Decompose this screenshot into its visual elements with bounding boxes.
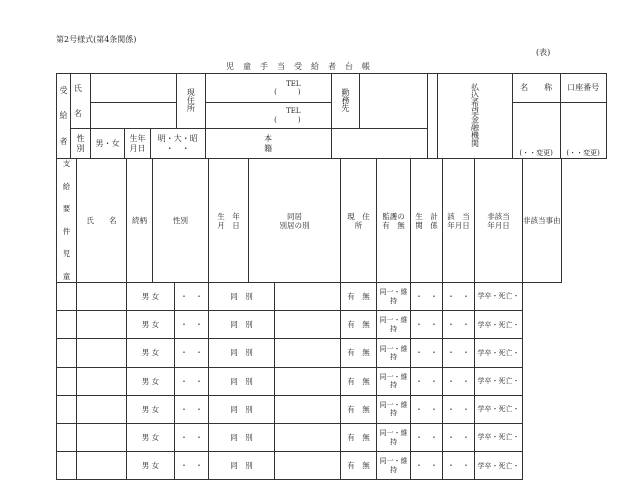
gender-label: 性別 bbox=[71, 129, 91, 159]
child-custody-cell[interactable]: 有 無 bbox=[341, 423, 377, 451]
recipient-group-label: 受 給 者 bbox=[57, 74, 71, 159]
child-reason-cell[interactable]: 学卒・死亡・ bbox=[475, 283, 523, 311]
address-tel-1[interactable]: TEL ( ) bbox=[205, 74, 331, 103]
child-livelihood-cell[interactable]: 同一・維持 bbox=[377, 283, 411, 311]
child-reason-cell[interactable]: 学卒・死亡・ bbox=[475, 311, 523, 339]
child-ineligible-cell[interactable]: ・ ・ bbox=[443, 423, 475, 451]
child-cohabit-cell[interactable]: 同 別 bbox=[209, 395, 275, 423]
col-name-header: 氏 名 bbox=[77, 159, 127, 283]
account-number-header: 口座番号 bbox=[560, 74, 606, 103]
child-relation-cell[interactable] bbox=[77, 367, 127, 395]
child-relation-cell[interactable] bbox=[77, 395, 127, 423]
page-title: 児童手当受給者台帳 bbox=[226, 62, 379, 71]
child-eligible-cell[interactable]: ・ ・ bbox=[411, 395, 443, 423]
child-cohabit-cell[interactable]: 同 別 bbox=[209, 367, 275, 395]
child-gender-cell[interactable]: 男 女 bbox=[127, 423, 175, 451]
workplace-field[interactable] bbox=[360, 74, 428, 129]
child-address-cell[interactable] bbox=[275, 339, 341, 367]
child-address-cell[interactable] bbox=[275, 395, 341, 423]
table-row bbox=[57, 339, 562, 367]
child-gender-cell[interactable]: 男 女 bbox=[127, 452, 175, 480]
workplace-label: 勤務先 bbox=[331, 74, 360, 129]
table-row bbox=[57, 367, 562, 395]
child-reason-cell[interactable]: 学卒・死亡・ bbox=[475, 452, 523, 480]
table-row bbox=[57, 423, 562, 451]
child-name-cell[interactable] bbox=[57, 395, 77, 423]
child-relation-cell[interactable] bbox=[77, 452, 127, 480]
birth-date-field[interactable]: 明・大・昭 ・ ・ bbox=[151, 129, 206, 159]
table-row bbox=[57, 395, 562, 423]
domicile-field[interactable] bbox=[331, 129, 438, 159]
child-custody-cell[interactable]: 有 無 bbox=[341, 311, 377, 339]
child-name-cell[interactable] bbox=[57, 423, 77, 451]
child-reason-cell[interactable]: 学卒・死亡・ bbox=[475, 395, 523, 423]
form-number-label: 第2号様式(第4条関係) bbox=[56, 35, 137, 44]
name-label: 氏 名 bbox=[71, 74, 91, 129]
child-ineligible-cell[interactable]: ・ ・ bbox=[443, 339, 475, 367]
col-birth-header: 生 年 月 日 bbox=[209, 159, 249, 283]
child-address-cell[interactable] bbox=[275, 311, 341, 339]
child-birth-cell[interactable]: ・ ・ bbox=[175, 395, 209, 423]
col-relation-header: 続柄 bbox=[127, 159, 153, 283]
col-ineligible-header: 非該当 年月日 bbox=[475, 159, 523, 283]
child-address-cell[interactable] bbox=[275, 367, 341, 395]
child-cohabit-cell[interactable]: 同 別 bbox=[209, 339, 275, 367]
col-custody-header: 監護の 有 無 bbox=[377, 159, 411, 283]
child-eligible-cell[interactable]: ・ ・ bbox=[411, 367, 443, 395]
child-custody-cell[interactable]: 有 無 bbox=[341, 283, 377, 311]
child-ineligible-cell[interactable]: ・ ・ bbox=[443, 395, 475, 423]
child-ineligible-cell[interactable]: ・ ・ bbox=[443, 452, 475, 480]
child-custody-cell[interactable]: 有 無 bbox=[341, 452, 377, 480]
child-name-cell[interactable] bbox=[57, 339, 77, 367]
child-gender-cell[interactable]: 男 女 bbox=[127, 311, 175, 339]
child-birth-cell[interactable]: ・ ・ bbox=[175, 423, 209, 451]
child-name-cell[interactable] bbox=[57, 452, 77, 480]
child-relation-cell[interactable] bbox=[77, 423, 127, 451]
child-ineligible-cell[interactable]: ・ ・ bbox=[443, 311, 475, 339]
name-kana-field[interactable] bbox=[91, 74, 177, 103]
side-indicator: (表) bbox=[536, 48, 551, 57]
child-birth-cell[interactable]: ・ ・ bbox=[175, 283, 209, 311]
child-address-cell[interactable] bbox=[275, 452, 341, 480]
child-ineligible-cell[interactable]: ・ ・ bbox=[443, 283, 475, 311]
child-livelihood-cell[interactable]: 同一・維持 bbox=[377, 339, 411, 367]
col-address-header: 現 住 所 bbox=[341, 159, 377, 283]
child-cohabit-cell[interactable]: 同 別 bbox=[209, 283, 275, 311]
table-row bbox=[57, 452, 562, 480]
child-relation-cell[interactable] bbox=[77, 311, 127, 339]
child-eligible-cell[interactable]: ・ ・ bbox=[411, 339, 443, 367]
bank-name-change: (・・変更) bbox=[519, 148, 553, 157]
child-reason-cell[interactable]: 学卒・死亡・ bbox=[475, 367, 523, 395]
child-name-cell[interactable] bbox=[57, 283, 77, 311]
child-livelihood-cell[interactable]: 同一・維持 bbox=[377, 452, 411, 480]
child-address-cell[interactable] bbox=[275, 423, 341, 451]
gender-options[interactable]: 男・女 bbox=[91, 129, 125, 159]
address-tel-2[interactable]: TEL ( ) bbox=[205, 103, 331, 129]
child-birth-cell[interactable]: ・ ・ bbox=[175, 452, 209, 480]
child-gender-cell[interactable]: 男 女 bbox=[127, 395, 175, 423]
col-cohabit-header: 同居 別居の別 bbox=[249, 159, 341, 283]
child-custody-cell[interactable]: 有 無 bbox=[341, 395, 377, 423]
child-custody-cell[interactable]: 有 無 bbox=[341, 367, 377, 395]
address-label: 現住所 bbox=[177, 74, 206, 129]
child-eligible-cell[interactable]: ・ ・ bbox=[411, 452, 443, 480]
table-row bbox=[57, 283, 562, 311]
child-custody-cell[interactable]: 有 無 bbox=[341, 339, 377, 367]
child-livelihood-cell[interactable]: 同一・維持 bbox=[377, 367, 411, 395]
children-table bbox=[56, 158, 562, 480]
child-reason-cell[interactable]: 学卒・死亡・ bbox=[475, 339, 523, 367]
account-number-field[interactable] bbox=[560, 103, 606, 159]
account-number-change: (・・変更) bbox=[566, 148, 600, 157]
name-field[interactable] bbox=[91, 103, 177, 129]
col-reason-header: 非該当事由 bbox=[523, 159, 562, 283]
child-name-cell[interactable] bbox=[57, 367, 77, 395]
col-livelihood-header: 生 計 関 係 bbox=[411, 159, 443, 283]
bank-name-header: 名 称 bbox=[512, 74, 560, 103]
child-eligible-cell[interactable]: ・ ・ bbox=[411, 311, 443, 339]
child-cohabit-cell[interactable]: 同 別 bbox=[209, 311, 275, 339]
child-gender-cell[interactable]: 男 女 bbox=[127, 283, 175, 311]
birth-label: 生年月日 bbox=[125, 129, 151, 159]
child-relation-cell[interactable] bbox=[77, 283, 127, 311]
child-cohabit-cell[interactable]: 同 別 bbox=[209, 452, 275, 480]
child-name-cell[interactable] bbox=[57, 311, 77, 339]
child-livelihood-cell[interactable]: 同一・維持 bbox=[377, 311, 411, 339]
table-row bbox=[57, 311, 562, 339]
child-livelihood-cell[interactable]: 同一・維持 bbox=[377, 395, 411, 423]
child-birth-cell[interactable]: ・ ・ bbox=[175, 339, 209, 367]
child-cohabit-cell[interactable]: 同 別 bbox=[209, 423, 275, 451]
child-birth-cell[interactable]: ・ ・ bbox=[175, 367, 209, 395]
col-eligible-header: 該 当 年月日 bbox=[443, 159, 475, 283]
child-birth-cell[interactable]: ・ ・ bbox=[175, 311, 209, 339]
child-eligible-cell[interactable]: ・ ・ bbox=[411, 423, 443, 451]
bank-side-label: 払込希望金融機関 bbox=[438, 74, 513, 159]
children-side-label: 支 給 要 件 児 童 bbox=[57, 159, 77, 283]
col-gender-header: 性別 bbox=[153, 159, 209, 283]
child-reason-cell[interactable]: 学卒・死亡・ bbox=[475, 423, 523, 451]
child-relation-cell[interactable] bbox=[77, 339, 127, 367]
child-address-cell[interactable] bbox=[275, 283, 341, 311]
bank-name-field[interactable] bbox=[512, 103, 560, 159]
child-gender-cell[interactable]: 男 女 bbox=[127, 339, 175, 367]
child-eligible-cell[interactable]: ・ ・ bbox=[411, 283, 443, 311]
domicile-label: 本籍 bbox=[205, 129, 331, 159]
recipient-table bbox=[56, 73, 607, 159]
child-gender-cell[interactable]: 男 女 bbox=[127, 367, 175, 395]
child-livelihood-cell[interactable]: 同一・維持 bbox=[377, 423, 411, 451]
child-ineligible-cell[interactable]: ・ ・ bbox=[443, 367, 475, 395]
